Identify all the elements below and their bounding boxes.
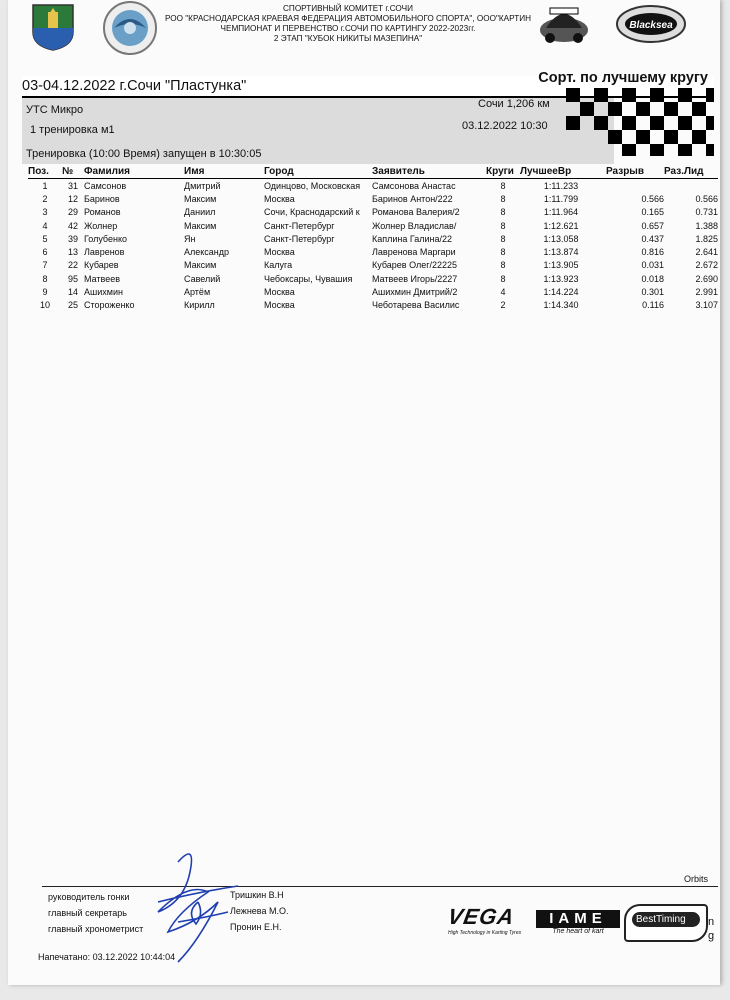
iame-tagline: The heart of kart [552, 928, 604, 935]
cell-gap: 0.031 [641, 260, 664, 271]
besttiming-logo-text: BestTiming [632, 912, 700, 927]
cell-num: 22 [67, 260, 78, 271]
cell-pos: 1 [42, 180, 48, 191]
cell-laps: 8 [500, 207, 506, 218]
col-name: Имя [184, 166, 264, 179]
cell-name: Ян [184, 233, 196, 244]
cell-city: Москва [264, 300, 295, 311]
cell-entrant: Кубарев Олег/22225 [372, 260, 458, 271]
cell-gap [602, 179, 664, 193]
cell-name: Максим [184, 260, 217, 271]
table-row [28, 285, 718, 298]
checker-square [706, 88, 714, 102]
cell-num: 31 [67, 180, 78, 191]
start-info: Тренировка (10:00 Время) запущен в 10:30:05 [26, 148, 262, 160]
cell-entrant: Ашихмин Дмитрий/2 [372, 287, 458, 298]
cell-num: 42 [67, 220, 78, 231]
vega-tagline: High Technology in Karting Tyres [448, 930, 522, 936]
cell-surname: Матвеев [84, 273, 120, 284]
staff-name: Пронин Е.Н. [230, 922, 282, 932]
checker-square [678, 88, 692, 102]
col-num: № [62, 166, 84, 179]
cell-surname: Кубарев [84, 260, 119, 271]
blacksea-logo-text: Blacksea [629, 20, 673, 31]
cell-laps: 8 [500, 247, 506, 258]
cell-laps: 8 [500, 260, 506, 271]
cell-pos: 6 [42, 247, 48, 258]
organizer-header [158, 4, 538, 44]
cell-laps: 8 [500, 233, 506, 244]
col-city: Город [264, 166, 372, 179]
table-row [28, 219, 718, 232]
cell-city: Одинцово, Московская [264, 180, 361, 191]
cell-pos: 10 [39, 300, 50, 311]
sort-title: Сорт. по лучшему кругу [538, 70, 708, 86]
cell-surname: Голубенко [84, 233, 128, 244]
checker-square [678, 116, 692, 130]
cell-laps: 2 [500, 300, 506, 311]
header-line: СПОРТИВНЫЙ КОМИТЕТ г.СОЧИ [283, 4, 413, 13]
sochi-coat-of-arms-logo [30, 2, 76, 57]
track-length: Сочи 1,206 км [478, 98, 550, 110]
vega-logo [445, 904, 528, 936]
cell-best: 1:14.224 [543, 287, 579, 298]
iame-logo [536, 910, 620, 935]
table-row [28, 192, 718, 205]
col-surname: Фамилия [84, 166, 184, 179]
table-row [28, 272, 718, 285]
cell-pos: 7 [42, 260, 48, 271]
col-laps: Круги [486, 166, 520, 179]
cell-entrant: Баринов Антон/222 [372, 193, 453, 204]
cell-entrant: Самсонова Анастас [372, 180, 456, 191]
cell-laps: 8 [500, 273, 506, 284]
blacksea-logo [614, 0, 688, 53]
cell-laps: 8 [500, 220, 506, 231]
cell-city: Чебоксары, Чувашия [264, 273, 353, 284]
cell-num: 25 [67, 300, 78, 311]
checker-square [622, 116, 636, 130]
cell-num: 13 [67, 247, 78, 258]
cell-gap: 0.657 [641, 220, 664, 231]
cell-num: 12 [67, 193, 78, 204]
session-date-time: 03.12.2022 10:30 [462, 120, 548, 132]
class-name: УТС Микро [26, 104, 84, 116]
cell-diff: 1.825 [695, 233, 718, 244]
cell-name: Даниил [184, 207, 216, 218]
cell-diff: 1.388 [695, 220, 718, 231]
col-gap: Разрыв [602, 166, 664, 179]
cell-entrant: Матвеев Игорь/2227 [372, 273, 458, 284]
staff-role: главный секретарь [48, 908, 127, 918]
cell-city: Санкт-Петербург [264, 220, 335, 231]
checker-square [706, 144, 714, 156]
cell-name: Александр [184, 247, 230, 258]
checker-square [650, 116, 664, 130]
checker-square [692, 102, 706, 116]
table-header-row [28, 166, 718, 179]
cell-best: 1:11.799 [543, 193, 579, 204]
cell-pos: 2 [42, 193, 48, 204]
cell-best: 1:13.874 [543, 247, 579, 258]
cell-diff [664, 179, 718, 193]
results-page [8, 0, 720, 985]
checker-square [566, 88, 580, 102]
cell-surname: Баринов [84, 193, 120, 204]
cell-entrant: Романова Валерия/2 [372, 207, 460, 218]
cell-best: 1:11.964 [543, 207, 579, 218]
col-diff: Раз.Лид [664, 166, 718, 179]
cell-gap: 0.116 [642, 300, 664, 311]
cell-best: 1:12.621 [543, 220, 579, 231]
checker-square [706, 116, 714, 130]
cell-gap: 0.437 [641, 233, 664, 244]
col-pos: Поз. [28, 166, 62, 179]
cell-name: Кирилл [184, 300, 215, 311]
cell-entrant: Лавренова Маргари [372, 247, 456, 258]
cell-entrant: Каплина Галина/22 [372, 233, 453, 244]
cell-surname: Ашихмин [84, 287, 123, 298]
checker-square [692, 130, 706, 144]
checker-square [580, 102, 594, 116]
cell-num: 29 [67, 207, 78, 218]
cell-name: Максим [184, 220, 217, 231]
checker-square [650, 88, 664, 102]
cell-name: Артём [184, 287, 211, 298]
cell-laps: 8 [500, 193, 506, 204]
cell-num: 39 [67, 233, 78, 244]
cell-gap: 0.165 [641, 207, 664, 218]
sponsor-mark-n: n [708, 916, 715, 928]
staff-role: главный хронометрист [48, 924, 144, 934]
cell-name: Максим [184, 193, 217, 204]
cell-gap: 0.566 [641, 193, 664, 204]
checker-square [678, 144, 692, 156]
checker-square [608, 130, 622, 144]
cell-best: 1:13.058 [543, 233, 579, 244]
checker-square [622, 88, 636, 102]
event-date-place: 03-04.12.2022 г.Сочи "Пластунка" [22, 78, 247, 94]
iame-logo-text: IAME [536, 910, 620, 928]
cell-num: 14 [67, 287, 78, 298]
cell-gap: 0.301 [641, 287, 664, 298]
cell-surname: Лавренов [84, 247, 125, 258]
cell-surname: Самсонов [84, 180, 127, 191]
cell-num: 95 [67, 273, 78, 284]
besttiming-logo [624, 904, 708, 942]
checkered-flag-graphic [566, 88, 714, 156]
cell-city: Москва [264, 247, 295, 258]
cell-city: Санкт-Петербург [264, 233, 335, 244]
table-row [28, 259, 718, 272]
checker-square [636, 102, 650, 116]
cell-pos: 5 [42, 233, 48, 244]
table-row [28, 245, 718, 258]
checker-square [636, 130, 650, 144]
checker-square [622, 144, 636, 156]
col-best: ЛучшееВр [520, 166, 602, 179]
staff-name: Тришкин В.Н [230, 890, 284, 900]
cell-best: 1:14.340 [543, 300, 579, 311]
table-row [28, 232, 718, 245]
cell-pos: 4 [42, 220, 48, 231]
cell-laps: 4 [500, 287, 506, 298]
checker-square [594, 88, 608, 102]
handwritten-signature [138, 842, 248, 972]
cell-best: 1:11.233 [543, 180, 579, 191]
checker-square [650, 144, 664, 156]
cell-best: 1:13.923 [543, 273, 579, 284]
sports-committee-logo [100, 0, 160, 61]
cell-name: Дмитрий [184, 180, 221, 191]
sponsor-mark-g: g [708, 930, 715, 942]
cell-diff: 2.690 [695, 273, 718, 284]
cell-diff: 0.566 [695, 193, 718, 204]
cell-best: 1:13.905 [543, 260, 579, 271]
checker-square [594, 116, 608, 130]
cell-diff: 2.991 [695, 287, 718, 298]
checker-square [566, 116, 580, 130]
cell-name: Савелий [184, 273, 221, 284]
cell-gap: 0.816 [641, 247, 664, 258]
cell-gap: 0.018 [641, 273, 664, 284]
cell-city: Калуга [264, 260, 293, 271]
header-line: 2 ЭТАП "КУБОК НИКИТЫ МАЗЕПИНА" [273, 34, 423, 43]
cell-diff: 2.641 [695, 247, 718, 258]
cell-surname: Стороженко [84, 300, 135, 311]
karting-helmet-logo [536, 0, 592, 51]
cell-entrant: Жолнер Владислав/ [372, 220, 457, 231]
cell-pos: 8 [42, 273, 48, 284]
cell-city: Сочи, Краснодарский к [264, 207, 360, 218]
cell-entrant: Чеботарева Василис [372, 300, 460, 311]
col-entrant: Заявитель [372, 166, 486, 179]
session-name: 1 тренировка м1 [30, 124, 115, 136]
cell-surname: Жолнер [84, 220, 118, 231]
cell-diff: 0.731 [695, 207, 718, 218]
vega-logo-text: VEGA [445, 904, 517, 929]
cell-city: Москва [264, 287, 295, 298]
staff-name: Лежнева М.О. [230, 906, 289, 916]
checker-square [664, 102, 678, 116]
header-line: ЧЕМПИОНАТ И ПЕРВЕНСТВО г.СОЧИ ПО КАРТИНГУ 2022-2023гг. [220, 24, 476, 33]
checker-square [608, 102, 622, 116]
cell-city: Москва [264, 193, 295, 204]
cell-diff: 2.672 [695, 260, 718, 271]
results-table [28, 166, 718, 312]
checker-square [664, 130, 678, 144]
cell-laps: 8 [500, 180, 506, 191]
printed-timestamp: Напечатано: 03.12.2022 10:44:04 [38, 952, 176, 962]
table-row [28, 206, 718, 219]
staff-role: руководитель гонки [48, 892, 130, 902]
header-line: РОО "КРАСНОДАРСКАЯ КРАЕВАЯ ФЕДЕРАЦИЯ АВТОМОБИЛЬНОГО СПОРТА", ООО"КАРТИН [164, 14, 532, 23]
cell-diff: 3.107 [695, 300, 718, 311]
table-row [28, 299, 718, 312]
cell-pos: 9 [42, 287, 48, 298]
table-row [28, 179, 718, 193]
orbits-label: Orbits [684, 874, 709, 884]
cell-surname: Романов [84, 207, 121, 218]
cell-pos: 3 [42, 207, 48, 218]
